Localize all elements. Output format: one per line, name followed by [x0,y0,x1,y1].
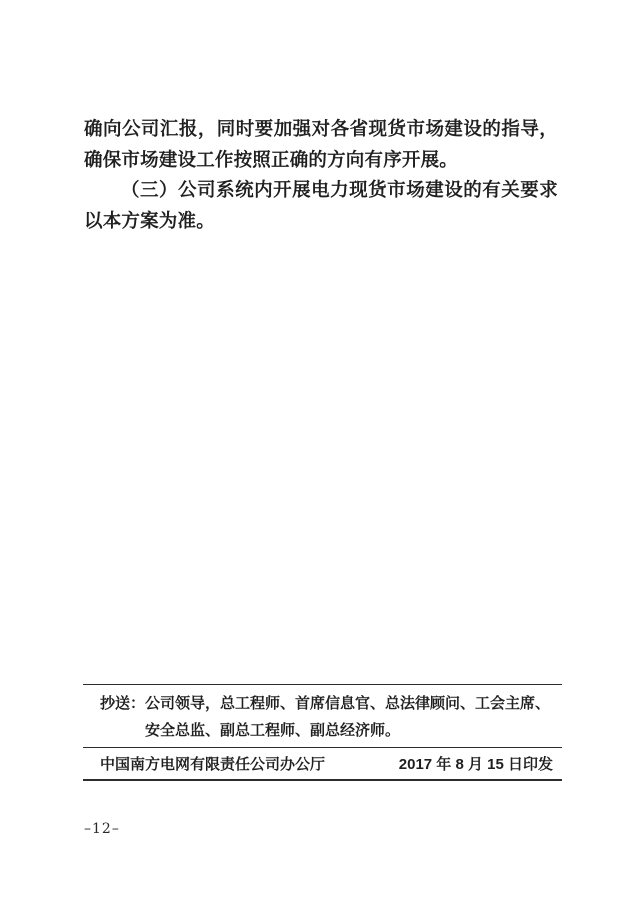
issue-date: 2017 年 8 月 15 日印发 [398,756,553,773]
cc-label: 抄送： [100,695,146,712]
paragraph-item-three: （三）公司系统内开展电力现货市场建设的有关要求以本方案为准。 [84,179,558,231]
cc-recipients: 公司领导，总工程师、首席信息官、总法律顾问、工会主席、安全总监、副总工程师、副总经济师。 [145,695,551,739]
issuer-row [83,747,562,781]
document-footer-block [83,684,562,781]
paragraph-continuation: 确向公司汇报，同时要加强对各省现货市场建设的指导，确保市场建设工作按照正确的方向有序开展。 [84,118,558,170]
issuing-office: 中国南方电网有限责任公司办公厅 [100,756,326,773]
cc-row [83,685,562,747]
body-text [84,114,558,236]
page-number: –12– [84,821,120,837]
